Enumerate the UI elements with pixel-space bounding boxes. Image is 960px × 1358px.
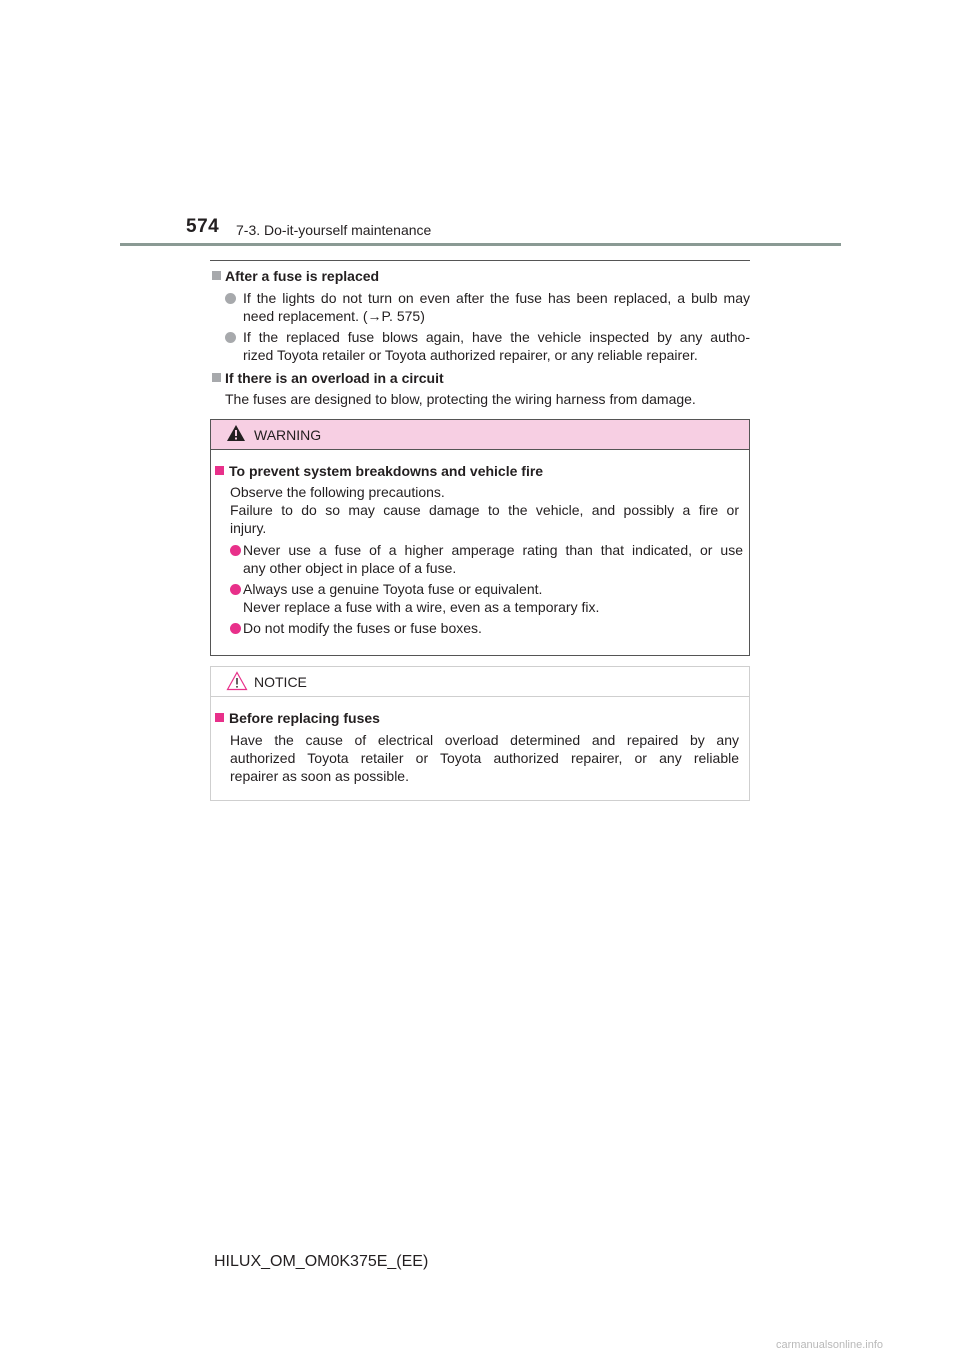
section-title: 7-3. Do-it-yourself maintenance <box>236 222 432 238</box>
round-bullet-icon <box>225 293 236 304</box>
warning-text-line: injury. <box>230 520 267 536</box>
warning-bullet-line: any other object in place of a fuse. <box>243 560 457 576</box>
warning-header <box>211 420 749 450</box>
round-bullet-icon <box>230 623 241 634</box>
section-heading-fuse-replaced: After a fuse is replaced <box>225 268 380 284</box>
bullet-text-line: If the lights do not turn on even after the fuse has been replaced, a bulb may <box>243 290 750 306</box>
bullet-text-line: rized Toyota retailer or Toyota authorized repairer, or any reliable repairer. <box>243 347 698 363</box>
warning-title: WARNING <box>254 427 322 443</box>
notice-title: NOTICE <box>254 674 307 690</box>
warning-box <box>210 419 750 656</box>
footer-document-code: HILUX_OM_OM0K375E_(EE) <box>214 1253 429 1270</box>
square-bullet-icon <box>212 271 221 280</box>
bullet-text-line: need replacement. (→P. 575) <box>243 308 425 324</box>
section-body-text: The fuses are designed to blow, protecting the wiring harness from damage. <box>225 391 696 407</box>
caution-triangle-icon <box>226 671 248 691</box>
header-rule <box>120 243 841 246</box>
notice-heading: Before replacing fuses <box>229 710 380 726</box>
page-number: 574 <box>186 216 220 237</box>
square-bullet-icon <box>215 466 224 475</box>
warning-text-line: Failure to do so may cause damage to the vehicle, and possibly a fire or <box>230 502 739 518</box>
round-bullet-icon <box>225 332 236 343</box>
content-top-rule <box>210 260 750 261</box>
round-bullet-icon <box>230 545 241 556</box>
section-heading-overload: If there is an overload in a circuit <box>225 370 444 386</box>
notice-text-line: authorized Toyota retailer or Toyota authorized repairer, or any reliable <box>230 750 739 766</box>
notice-header <box>211 667 749 697</box>
warning-bullet-line: Always use a genuine Toyota fuse or equivalent. <box>243 581 543 597</box>
square-bullet-icon <box>212 373 221 382</box>
square-bullet-icon <box>215 713 224 722</box>
round-bullet-icon <box>230 584 241 595</box>
warning-heading: To prevent system breakdowns and vehicle fire <box>229 463 544 479</box>
warning-text-line: Observe the following precautions. <box>230 484 445 500</box>
notice-text-line: Have the cause of electrical overload determined and repaired by any <box>230 732 739 748</box>
watermark: carmanualsonline.info <box>776 1339 884 1351</box>
notice-box <box>210 666 750 801</box>
notice-text-line: repairer as soon as possible. <box>230 768 409 784</box>
warning-bullet-line: Never replace a fuse with a wire, even as a temporary fix. <box>243 599 600 615</box>
warning-triangle-icon <box>226 424 246 442</box>
warning-bullet-line: Never use a fuse of a higher amperage rating than that indicated, or use <box>243 542 743 558</box>
warning-bullet-line: Do not modify the fuses or fuse boxes. <box>243 620 482 636</box>
bullet-text-line: If the replaced fuse blows again, have the vehicle inspected by any autho- <box>243 329 750 345</box>
